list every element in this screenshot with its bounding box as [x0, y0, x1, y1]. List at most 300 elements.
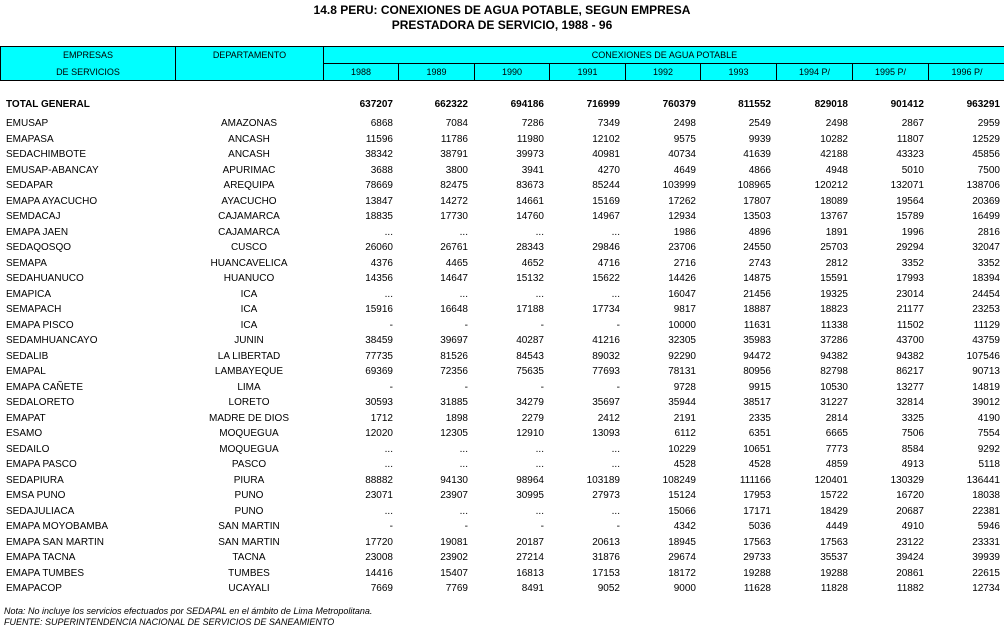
value-cell: 30593	[365, 397, 393, 408]
value-cell: 92290	[668, 350, 696, 362]
value-cell: 14967	[592, 211, 620, 222]
value-cell: 23071	[365, 490, 393, 501]
value-cell: 43323	[896, 149, 924, 160]
value-cell: ...	[611, 226, 620, 238]
table-row	[0, 194, 1004, 210]
value-cell: 98964	[516, 474, 544, 486]
departamento-cell: TUMBES	[228, 567, 270, 579]
value-cell: 23706	[668, 242, 696, 253]
value-cell: ...	[384, 288, 393, 300]
empresa-cell: EMAPA PISCO	[6, 319, 74, 331]
value-cell: 35537	[820, 552, 848, 563]
value-cell: 16813	[516, 567, 544, 579]
empresa-cell: EMAPA SAN MARTIN	[6, 536, 104, 548]
value-cell: 3688	[370, 164, 393, 176]
departamento-cell: PUNO	[234, 505, 264, 517]
value-cell: 16648	[440, 304, 468, 315]
table-row	[0, 488, 1004, 504]
header-year: 1994 P/	[777, 64, 853, 81]
value-cell: 7554	[977, 428, 1000, 439]
value-cell: 39973	[516, 149, 544, 160]
value-cell: 10000	[668, 319, 696, 331]
value-cell: 2867	[901, 118, 924, 129]
table-row	[0, 380, 1004, 396]
value-cell: -	[540, 319, 544, 331]
value-cell: 132071	[890, 180, 924, 191]
departamento-cell: CAJAMARCA	[218, 226, 280, 238]
value-cell: 9052	[597, 583, 620, 594]
value-cell: -	[464, 381, 468, 393]
value-cell: 2498	[825, 118, 848, 129]
value-cell: 15407	[440, 567, 468, 579]
value-cell: 19325	[820, 288, 848, 300]
value-cell: 31885	[440, 397, 468, 408]
value-cell: 23331	[972, 536, 1000, 548]
value-cell: 9575	[673, 133, 696, 145]
value-cell: 7773	[825, 443, 848, 455]
departamento-cell: JUNIN	[234, 335, 264, 346]
departamento-cell: SAN MARTIN	[218, 521, 280, 532]
header-conexiones: CONEXIONES DE AGUA POTABLE	[324, 47, 1004, 64]
value-cell: 17171	[743, 505, 771, 517]
departamento-cell: PASCO	[231, 459, 267, 470]
value-cell: -	[616, 381, 620, 393]
value-cell: -	[389, 521, 393, 532]
value-cell: 17188	[516, 304, 544, 315]
value-cell: -	[540, 381, 544, 393]
value-cell: ...	[384, 459, 393, 470]
value-cell: 88882	[365, 474, 393, 486]
value-cell: 18172	[668, 567, 696, 579]
table-row	[0, 318, 1004, 334]
departamento-cell: SAN MARTIN	[218, 536, 280, 548]
value-cell: ...	[459, 226, 468, 238]
value-cell: 18038	[972, 490, 1000, 501]
value-cell: 43759	[972, 335, 1000, 346]
table-row	[0, 426, 1004, 442]
value-cell: 12020	[365, 428, 393, 439]
value-cell: 13847	[365, 195, 393, 207]
value-cell: ...	[535, 459, 544, 470]
table-row	[0, 504, 1004, 520]
value-cell: 2959	[977, 118, 1000, 129]
value-cell: 42188	[820, 149, 848, 160]
value-cell: 4910	[901, 521, 924, 532]
table-row	[0, 163, 1004, 179]
empresa-cell: EMAPAL	[6, 366, 46, 377]
value-cell: 83673	[516, 180, 544, 191]
value-cell: ...	[384, 443, 393, 455]
value-cell: 9939	[748, 133, 771, 145]
value-cell: 10229	[668, 443, 696, 455]
header-empresas-line2: DE SERVICIOS	[1, 64, 176, 81]
value-cell: 15722	[820, 490, 848, 501]
value-cell: 7500	[977, 164, 1000, 176]
empresa-cell: ESAMO	[6, 428, 43, 439]
table-row	[0, 116, 1004, 132]
value-cell: 2716	[673, 257, 696, 269]
value-cell: 1996	[901, 226, 924, 238]
empresa-cell: SEDAJULIACA	[6, 505, 75, 517]
value-cell: 662322	[434, 99, 468, 110]
value-cell: 27214	[516, 552, 544, 563]
value-cell: 16720	[896, 490, 924, 501]
value-cell: 4652	[521, 257, 544, 269]
value-cell: 12910	[516, 428, 544, 439]
value-cell: -	[464, 319, 468, 331]
value-cell: 38459	[365, 335, 393, 346]
value-cell: 17730	[440, 211, 468, 222]
value-cell: 18823	[820, 304, 848, 315]
value-cell: 5036	[748, 521, 771, 532]
value-cell: 108249	[662, 474, 696, 486]
value-cell: 15169	[592, 195, 620, 207]
value-cell: 14647	[440, 273, 468, 284]
value-cell: -	[389, 381, 393, 393]
value-cell: 86217	[896, 366, 924, 377]
empresa-cell: TOTAL GENERAL	[6, 99, 90, 110]
value-cell: 26761	[440, 242, 468, 253]
value-cell: 23014	[896, 288, 924, 300]
table-row	[0, 411, 1004, 427]
value-cell: 3325	[901, 412, 924, 424]
value-cell: 22381	[972, 505, 1000, 517]
value-cell: 17262	[668, 195, 696, 207]
departamento-cell: AYACUCHO	[221, 195, 277, 207]
table-body	[0, 94, 1004, 597]
empresa-cell: EMSA PUNO	[6, 490, 66, 501]
value-cell: 41639	[743, 149, 771, 160]
value-cell: 15132	[516, 273, 544, 284]
total-row	[0, 94, 1004, 116]
empresa-cell: SEDAHUANUCO	[6, 273, 84, 284]
value-cell: 130329	[890, 474, 924, 486]
value-cell: 18835	[365, 211, 393, 222]
value-cell: 18887	[743, 304, 771, 315]
value-cell: 23902	[440, 552, 468, 563]
value-cell: 29674	[668, 552, 696, 563]
table-row	[0, 147, 1004, 163]
table-row	[0, 364, 1004, 380]
empresa-cell: SEDAQOSQO	[6, 242, 72, 253]
value-cell: 15789	[896, 211, 924, 222]
value-cell: ...	[384, 505, 393, 517]
departamento-cell: AREQUIPA	[223, 180, 275, 191]
value-cell: 7286	[521, 118, 544, 129]
value-cell: 963291	[966, 99, 1000, 110]
value-cell: -	[616, 319, 620, 331]
value-cell: 10530	[820, 381, 848, 393]
value-cell: ...	[611, 459, 620, 470]
value-cell: 5010	[901, 164, 924, 176]
value-cell: 901412	[890, 99, 924, 110]
value-cell: 4866	[748, 164, 771, 176]
departamento-cell: HUANCAVELICA	[210, 257, 288, 269]
departamento-cell: LORETO	[228, 397, 270, 408]
value-cell: 716999	[586, 99, 620, 110]
value-cell: 4528	[673, 459, 696, 470]
value-cell: 26060	[365, 242, 393, 253]
header-year: 1996 P/	[929, 64, 1004, 81]
empresa-cell: EMUSAP	[6, 118, 49, 129]
value-cell: 11338	[820, 319, 848, 331]
value-cell: 6868	[370, 118, 393, 129]
value-cell: 39424	[896, 552, 924, 563]
table-row	[0, 225, 1004, 241]
empresa-cell: EMUSAP-ABANCAY	[6, 164, 99, 176]
value-cell: 17807	[743, 195, 771, 207]
value-cell: 13277	[896, 381, 924, 393]
value-cell: 811552	[738, 99, 771, 110]
value-cell: 94130	[440, 474, 468, 486]
empresa-cell: EMAPAT	[6, 412, 46, 424]
value-cell: 4948	[825, 164, 848, 176]
value-cell: 39939	[972, 552, 1000, 563]
value-cell: 14760	[516, 211, 544, 222]
value-cell: 24454	[972, 288, 1000, 300]
value-cell: 7669	[370, 583, 393, 594]
value-cell: 20687	[896, 505, 924, 517]
value-cell: 38791	[440, 149, 468, 160]
value-cell: 7506	[901, 428, 924, 439]
table-row	[0, 240, 1004, 256]
empresa-cell: SEMDACAJ	[6, 211, 61, 222]
value-cell: 38342	[365, 149, 393, 160]
value-cell: 4913	[901, 459, 924, 470]
departamento-cell: ICA	[240, 304, 258, 315]
value-cell: 31227	[820, 397, 848, 408]
table-row	[0, 395, 1004, 411]
value-cell: 19288	[820, 567, 848, 579]
table-row	[0, 457, 1004, 473]
value-cell: 4449	[825, 521, 848, 532]
value-cell: 29846	[592, 242, 620, 253]
value-cell: 1898	[445, 412, 468, 424]
value-cell: ...	[535, 226, 544, 238]
value-cell: 120401	[814, 474, 848, 486]
empresa-cell: EMAPA CAÑETE	[6, 381, 84, 393]
value-cell: 18089	[820, 195, 848, 207]
header-year: 1991	[550, 64, 626, 81]
value-cell: 20613	[592, 536, 620, 548]
value-cell: 13093	[592, 428, 620, 439]
value-cell: 4528	[748, 459, 771, 470]
empresa-cell: SEDAMHUANCAYO	[6, 335, 98, 346]
value-cell: 24550	[743, 242, 771, 253]
header-departamento-blank	[176, 64, 324, 81]
departamento-cell: CAJAMARCA	[218, 211, 280, 222]
value-cell: 15591	[820, 273, 848, 284]
table-row	[0, 535, 1004, 551]
empresa-cell: EMAPA PASCO	[6, 459, 77, 470]
header-year: 1988	[324, 64, 399, 81]
value-cell: 2549	[748, 118, 771, 129]
departamento-cell: HUANUCO	[223, 273, 275, 284]
empresa-cell: SEDALORETO	[6, 397, 75, 408]
value-cell: ...	[384, 226, 393, 238]
departamento-cell: TACNA	[232, 552, 266, 563]
value-cell: 81526	[440, 350, 468, 362]
table-row	[0, 132, 1004, 148]
value-cell: 34279	[516, 397, 544, 408]
empresa-cell: SEDAPIURA	[6, 474, 64, 486]
value-cell: 13767	[820, 211, 848, 222]
value-cell: 17734	[592, 304, 620, 315]
empresa-cell: EMAPACOP	[6, 583, 62, 594]
departamento-cell: ANCASH	[228, 149, 270, 160]
value-cell: 11596	[365, 133, 393, 145]
value-cell: 2191	[673, 412, 696, 424]
value-cell: 12529	[972, 133, 1000, 145]
value-cell: 12934	[668, 211, 696, 222]
value-cell: 17153	[592, 567, 620, 579]
value-cell: 90713	[972, 366, 1000, 377]
value-cell: 82798	[820, 366, 848, 377]
value-cell: 43700	[896, 335, 924, 346]
value-cell: 15622	[592, 273, 620, 284]
value-cell: 103189	[586, 474, 620, 486]
departamento-cell: MADRE DE DIOS	[208, 412, 289, 424]
value-cell: 20187	[516, 536, 544, 548]
departamento-cell: MOQUEGUA	[219, 428, 279, 439]
value-cell: 9915	[748, 381, 771, 393]
value-cell: 111166	[739, 474, 771, 486]
table-note: Nota: No incluye los servicios efectuados por SEDAPAL en el ámbito de Lima Metropolitana.	[4, 606, 373, 616]
value-cell: 20369	[972, 195, 1000, 207]
value-cell: 136441	[966, 474, 1000, 486]
value-cell: 22615	[972, 567, 1000, 579]
empresa-cell: SEMAPACH	[6, 304, 62, 315]
value-cell: 4716	[597, 257, 620, 269]
value-cell: 16499	[972, 211, 1000, 222]
value-cell: 2816	[977, 226, 1000, 238]
value-cell: 17720	[365, 536, 393, 548]
value-cell: 2335	[748, 412, 771, 424]
value-cell: 82475	[440, 180, 468, 191]
value-cell: 3800	[445, 164, 468, 176]
value-cell: 35944	[668, 397, 696, 408]
value-cell: 2498	[673, 118, 696, 129]
value-cell: 5946	[977, 521, 1000, 532]
departamento-cell: PUNO	[234, 490, 264, 501]
value-cell: 12305	[440, 428, 468, 439]
empresa-cell: SEMAPA	[6, 257, 47, 269]
value-cell: 9000	[673, 583, 696, 594]
value-cell: 3352	[977, 257, 1000, 269]
value-cell: 9292	[977, 443, 1000, 455]
value-cell: 28343	[516, 242, 544, 253]
value-cell: -	[389, 319, 393, 331]
value-cell: ...	[611, 443, 620, 455]
departamento-cell: LA LIBERTAD	[217, 350, 281, 362]
value-cell: 38517	[743, 397, 771, 408]
header-year: 1995 P/	[853, 64, 929, 81]
value-cell: 12102	[592, 133, 620, 145]
value-cell: 637207	[359, 99, 393, 110]
value-cell: 12734	[972, 583, 1000, 594]
table-row	[0, 209, 1004, 225]
value-cell: 45856	[972, 149, 1000, 160]
value-cell: 78669	[365, 180, 393, 191]
value-cell: 14416	[365, 567, 393, 579]
value-cell: 14819	[972, 381, 1000, 393]
value-cell: ...	[611, 288, 620, 300]
value-cell: 14272	[440, 195, 468, 207]
value-cell: 23122	[896, 536, 924, 548]
value-cell: 1712	[370, 412, 393, 424]
value-cell: 21456	[743, 288, 771, 300]
value-cell: 2814	[825, 412, 848, 424]
value-cell: -	[616, 521, 620, 532]
value-cell: 19564	[896, 195, 924, 207]
empresa-cell: EMAPASA	[6, 133, 54, 145]
table-row	[0, 550, 1004, 566]
value-cell: 107546	[966, 350, 1000, 362]
value-cell: ...	[459, 505, 468, 517]
value-cell: 760379	[662, 99, 696, 110]
table-row	[0, 519, 1004, 535]
value-cell: 17563	[820, 536, 848, 548]
departamento-cell: ICA	[240, 319, 258, 331]
header-year: 1993	[701, 64, 777, 81]
value-cell: 4465	[445, 257, 468, 269]
departamento-cell: LIMA	[237, 381, 261, 393]
empresa-cell: EMAPA JAEN	[6, 226, 69, 238]
empresa-cell: SEDAPAR	[6, 180, 54, 191]
departamento-cell: PIURA	[233, 474, 265, 486]
value-cell: 14426	[668, 273, 696, 284]
value-cell: 23253	[972, 304, 1000, 315]
value-cell: 4649	[673, 164, 696, 176]
value-cell: 13503	[743, 211, 771, 222]
value-cell: 1986	[673, 226, 696, 238]
value-cell: 11631	[743, 319, 771, 331]
value-cell: ...	[459, 443, 468, 455]
header-year: 1989	[399, 64, 475, 81]
value-cell: 11628	[743, 583, 771, 594]
value-cell: 15124	[668, 490, 696, 501]
value-cell: -	[464, 521, 468, 532]
value-cell: 23008	[365, 552, 393, 563]
value-cell: 6665	[825, 428, 848, 439]
table-row	[0, 333, 1004, 349]
value-cell: 11786	[440, 133, 468, 145]
departamento-cell: ICA	[240, 288, 258, 300]
empresa-cell: SEDACHIMBOTE	[6, 149, 87, 160]
value-cell: 40287	[516, 335, 544, 346]
value-cell: 18429	[820, 505, 848, 517]
departamento-cell: ANCASH	[228, 133, 270, 145]
empresa-cell: SEDALIB	[6, 350, 49, 362]
value-cell: 120212	[814, 180, 848, 191]
value-cell: 89032	[592, 350, 620, 362]
value-cell: 2743	[748, 257, 771, 269]
value-cell: 14875	[743, 273, 771, 284]
value-cell: 103999	[662, 180, 696, 191]
departamento-cell: CUSCO	[230, 242, 268, 253]
value-cell: 2412	[597, 412, 620, 424]
table-row	[0, 287, 1004, 303]
header-year: 1992	[626, 64, 701, 81]
value-cell: 20861	[896, 567, 924, 579]
value-cell: 2279	[521, 412, 544, 424]
table-header	[0, 46, 1004, 81]
value-cell: 84543	[516, 350, 544, 362]
value-cell: 27973	[592, 490, 620, 501]
value-cell: 2812	[825, 257, 848, 269]
value-cell: 6351	[748, 428, 771, 439]
value-cell: 21177	[896, 304, 924, 315]
